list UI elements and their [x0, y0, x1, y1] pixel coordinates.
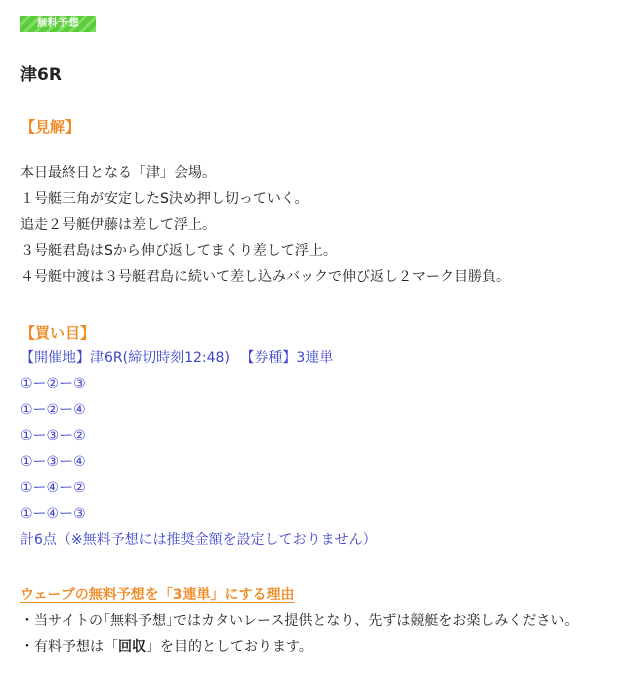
reason-link[interactable]: ウェーブの無料予想を「3連単」にする理由: [20, 587, 295, 603]
buy-heading: 【買い目】: [20, 324, 96, 342]
view-paragraph: [20, 160, 510, 290]
combo-line: ①ー②ー③: [20, 376, 86, 392]
view-line: 本日最終日となる「津」会場。: [20, 165, 216, 181]
notes-list: [20, 608, 578, 660]
view-line: ４号艇中渡は３号艇君島に続いて差し込みバックで伸び返し２マーク目勝負。: [20, 269, 510, 285]
combo-line: ①ー②ー④: [20, 402, 86, 418]
view-heading: 【見解】: [20, 118, 81, 136]
ticket-type-value: 3連単: [296, 350, 334, 366]
combo-line: ①ー④ー③: [20, 506, 86, 522]
free-prediction-badge: 無料予想: [20, 16, 96, 32]
combo-line: ①ー③ー②: [20, 428, 86, 444]
combo-line: ①ー③ー④: [20, 454, 86, 470]
view-line: ３号艇君島はSから伸び返してまくり差して浮上。: [20, 243, 337, 259]
race-info-line: [20, 345, 377, 371]
venue-value: 津6R(締切時刻12:48): [90, 350, 230, 366]
combo-line: ①ー④ー②: [20, 480, 86, 496]
view-line: １号艇三角が安定したS決め押し切っていく。: [20, 191, 309, 207]
venue-label: 【開催地】: [20, 350, 90, 366]
total-points: 計6点（※無料予想には推奨金額を設定しておりません）: [20, 532, 377, 548]
view-line: 追走２号艇伊藤は差して浮上。: [20, 217, 216, 233]
race-title: 津6R: [20, 65, 62, 85]
note-emphasis: 回収: [118, 639, 146, 655]
note-item: ・当サイトの｢無料予想｣ではカタいレース提供となり、先ずは競艇をお楽しみください。: [20, 613, 579, 629]
ticket-type-label: 【券種】: [240, 350, 297, 366]
buy-details: [20, 345, 377, 553]
note-text: ・有料予想は「: [20, 639, 118, 655]
note-text: 」を目的としております。: [146, 639, 313, 655]
note-item: [20, 634, 578, 660]
